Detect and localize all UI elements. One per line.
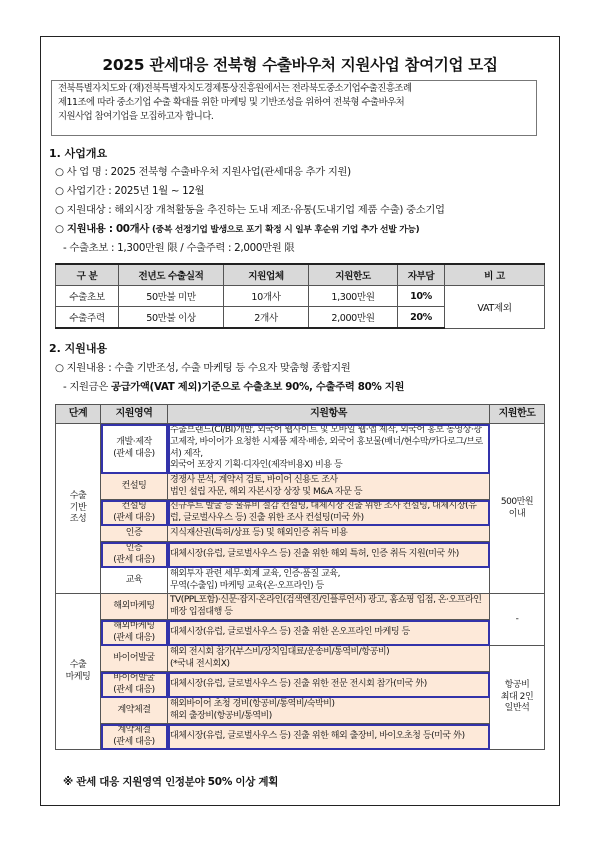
- th-export-result: 전년도 수출실적: [119, 264, 224, 286]
- overview-item: ○ 사 업 명 : 2025 전북형 수출바우처 지원사업(관세대응 추가 지원): [55, 166, 351, 178]
- limit-cell: 항공비 최대 2인 일반석: [490, 646, 545, 750]
- document-title: 2025 관세대응 전북형 수출바우처 지원사업 참여기업 모집: [102, 56, 498, 74]
- area-cell: 계약체결 (관세 대응): [101, 724, 168, 750]
- stage-cell: 수출 마케팅: [56, 594, 101, 750]
- intro-line: 지원사업 참여기업을 모집하고자 합니다.: [58, 111, 214, 122]
- table-cell: 수출주력: [56, 307, 119, 329]
- area-cell: 인증: [101, 526, 168, 542]
- section2-heading: 2. 지원내용: [49, 342, 108, 355]
- intro-line: 제11조에 따라 중소기업 수출 확대를 위한 마케팅 및 기반조성을 위하여 전북형 수출바우처: [58, 97, 405, 108]
- area-cell: 컨설팅: [101, 474, 168, 500]
- support-content: ○ 지원내용 : 수출 기반조성, 수출 마케팅 등 수요자 맞춤형 종합지원: [55, 362, 351, 374]
- items-cell: 경쟁사 분석, 계약서 검토, 바이어 신용도 조사 법인 설립 자문, 해외 자본시장 상장 및 M&A 자문 등: [168, 474, 490, 500]
- funding-line: [63, 378, 404, 393]
- th-support-limit: 지원한도: [490, 405, 545, 424]
- th-note: 비 고: [445, 264, 545, 286]
- area-cell: 바이어발굴 (관세 대응): [101, 672, 168, 698]
- area-cell: 해외마케팅: [101, 594, 168, 620]
- support-table: [55, 404, 545, 750]
- table-cell: 20%: [398, 307, 445, 329]
- area-cell: 해외마케팅 (관세 대응): [101, 620, 168, 646]
- th-companies: 지원업체: [224, 264, 309, 286]
- limit-cell: -: [490, 594, 545, 646]
- th-stage: 단계: [56, 405, 101, 424]
- table-cell: 10개사: [224, 286, 309, 307]
- section1-heading: 1. 사업개요: [49, 147, 108, 160]
- footnote: ※ 관세 대응 지원영역 인정분야 50% 이상 계획: [63, 776, 279, 788]
- table-cell: 1,300만원: [309, 286, 398, 307]
- vat-note: VAT제외: [445, 286, 545, 329]
- th-selfpay: 자부담: [398, 264, 445, 286]
- area-cell: 교육: [101, 568, 168, 594]
- items-cell: 해외바이어 초청 경비(항공비/통역비/숙박비) 해외 출장비(항공비/통역비): [168, 698, 490, 724]
- funding-prefix: - 지원금은: [63, 381, 108, 393]
- overview-support: [55, 220, 419, 235]
- th-category: 구 분: [56, 264, 119, 286]
- th-area: 지원영역: [101, 405, 168, 424]
- items-cell: TV(PPL포함)·신문·잡지·온라인(검색엔진/인플루언서) 광고, 홈쇼핑 입점, 온·오프라인매장 입점대행 등: [168, 594, 490, 620]
- items-cell: 대체시장(유럽, 글로벌사우스 등) 진출 위한 해외 출장비, 바이오초청 등(미국 外): [168, 724, 490, 750]
- items-cell: 대체시장(유럽, 글로벌사우스 등) 진출 위한 전문 전시회 참가(미국 外): [168, 672, 490, 698]
- table-cell: 10%: [398, 286, 445, 307]
- funding-bold: 공급가액(VAT 제외)기준으로 수출초보 90%, 수출주력 80% 지원: [110, 381, 405, 393]
- area-cell: 계약체결: [101, 698, 168, 724]
- area-cell: 컨설팅 (관세 대응): [101, 500, 168, 526]
- table-cell: 수출초보: [56, 286, 119, 307]
- document-frame: [40, 36, 560, 806]
- table-cell: 2,000만원: [309, 307, 398, 329]
- items-cell: 신규루트 발굴 등 물류비 절감 컨설팅, 대체시장 진출 위한 조사 컨설팅, 대체시장(유럽, 글로벌사우스 등) 진출 위한 조사 컨설팅(미국 外): [168, 500, 490, 526]
- items-cell: 지식재산권(특허/상표 등) 및 해외인증 취득 비용: [168, 526, 490, 542]
- overview-item: ○ 지원대상 : 해외시장 개척활동을 추진하는 도내 제조·유통(도내기업 제품 수출) 중소기업: [55, 204, 445, 216]
- items-cell: 대체시장(유럽, 글로벌사우스 등) 진출 위한 해외 특허, 인증 취득 지원(미국 外): [168, 542, 490, 568]
- area-cell: 바이어발굴: [101, 646, 168, 672]
- support-note: (중복 선정기업 발생으로 포기 확정 시 일부 후순위 기업 추가 선발 가능): [151, 225, 420, 235]
- th-items: 지원항목: [168, 405, 490, 424]
- stage-cell: 수출 기반 조성: [56, 424, 101, 594]
- table-cell: 2개사: [224, 307, 309, 329]
- limit-cell: 500만원 이내: [490, 424, 545, 594]
- items-cell: 수출브랜드(CI/BI)개발, 외국어 웹사이트 및 모바일 웹·앱 제작, 외국어 홍보 동영상·광고제작, 바이어가 요청한 시제품 제작·배송, 외국어 홍보물(배너/현수막/카다로그/브로셔) 제작, 외국어 포장지 기획·디자인(제작비용X) 비용 등: [168, 424, 490, 474]
- items-cell: 해외 전시회 참가(부스비/장치임대료/운송비/통역비/항공비) (*국내 전시회X): [168, 646, 490, 672]
- support-prefix: ○ 지원내용 : 00개사: [55, 223, 149, 235]
- area-cell: 인증 (관세 대응): [101, 542, 168, 568]
- table-cell: 50만불 이상: [119, 307, 224, 329]
- th-limit: 지원한도: [309, 264, 398, 286]
- items-cell: 해외투자 관련 세무·회계 교육, 인증·품질 교육, 무역(수출입) 마케팅 교육(온·오프라인) 등: [168, 568, 490, 594]
- overview-table: [55, 263, 545, 329]
- overview-item: ○ 사업기간 : 2025년 1월 ~ 12월: [55, 185, 205, 197]
- table-cell: 50만불 미만: [119, 286, 224, 307]
- intro-line: 전북특별자치도와 (재)전북특별자치도경제통상진흥원에서는 전라북도중소기업수출진흥조례: [58, 83, 412, 94]
- items-cell: 대체시장(유럽, 글로벌사우스 등) 진출 위한 온오프라인 마케팅 등: [168, 620, 490, 646]
- area-cell: 개발·제작 (관세 대응): [101, 424, 168, 474]
- intro-box: [51, 80, 537, 136]
- limit-line: - 수출초보 : 1,300만원 限 / 수출주력 : 2,000만원 限: [63, 242, 295, 254]
